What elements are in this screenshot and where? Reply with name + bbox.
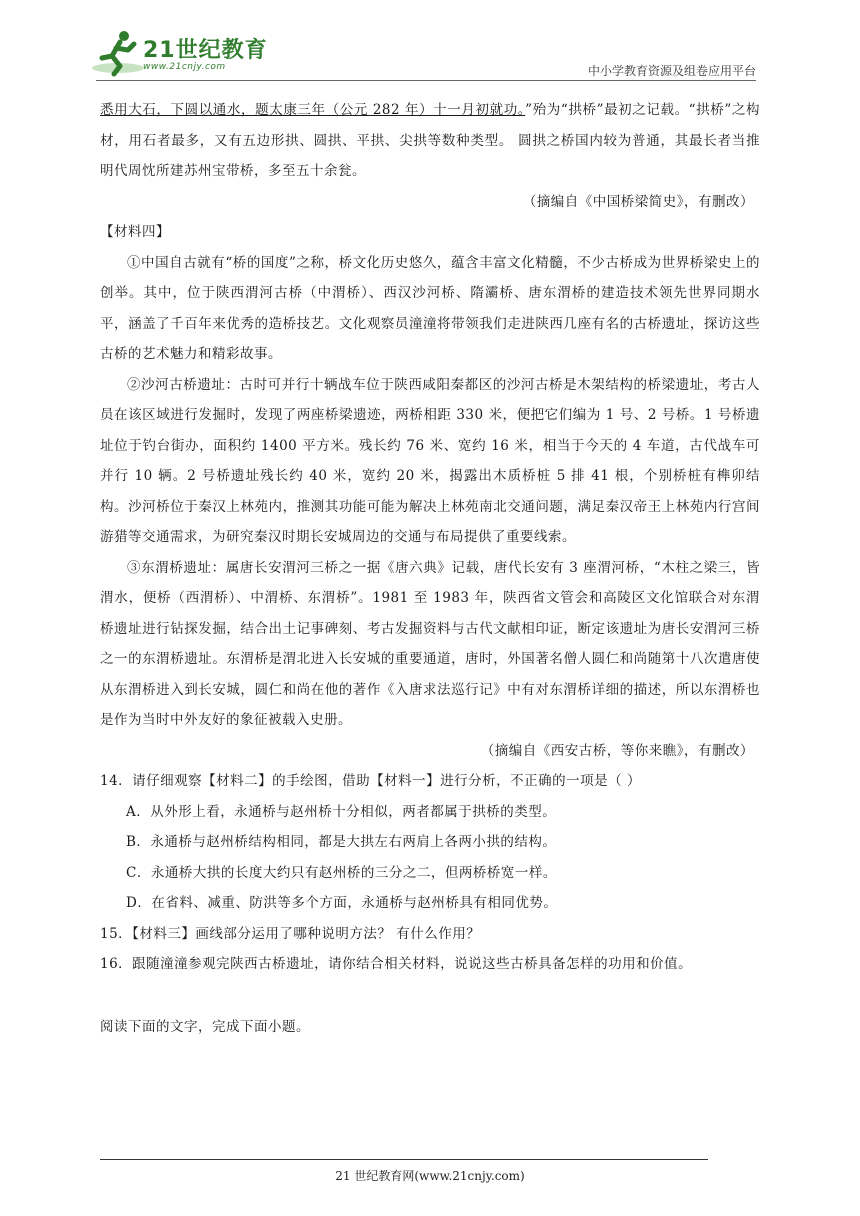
footer-text: 21 世纪教育网(www.21cnjy.com) <box>335 1169 525 1183</box>
reading-prompt: 阅读下面的文字，完成下面小题。 <box>100 1018 310 1035</box>
header-divider <box>96 80 756 81</box>
spacer <box>100 980 760 1012</box>
question-16: 16．跟随潼潼参观完陕西古桥遗址，请你结合相关材料，说说这些古桥具备怎样的功用和价值。 <box>100 956 693 972</box>
logo-text: 21世纪教育 <box>143 38 268 63</box>
source-citation: （摘编自《中国桥梁简史》，有删改） <box>522 193 754 210</box>
option-c: C．永通桥大拱的长度大约只有赵州桥的三分之二，但两桥桥宽一样。 <box>126 864 557 881</box>
page-header <box>0 0 860 90</box>
paragraph-material3-end <box>100 95 760 187</box>
option-b: B．永通桥与赵州桥结构相同，都是大拱左右两肩上各两小拱的结构。 <box>126 834 557 850</box>
footer-divider <box>100 1159 708 1160</box>
material-heading: 【材料四】 <box>100 224 170 240</box>
option-d: D．在省料、减重、防洪等多个方面，永通桥与赵州桥具有相同优势。 <box>126 895 558 911</box>
paragraph: ①中国自古就有“桥的国度”之称，桥文化历史悠久，蕴含丰富文化精髓，不少古桥成为世界桥梁史上的创举。其中，位于陕西渭河古桥（中渭桥）、西汉沙河桥、隋灞桥、唐东渭桥的建造技术领先世界同期水平，涵盖了千百年来优秀的造桥技艺。文化观察员潼潼将带领我们走进陕西几座有名的古桥遗址，探访这些古桥的艺术魅力和精彩故事。 <box>100 254 760 362</box>
question-14: 14．请仔细观察【材料二】的手绘图，借助【材料一】进行分析，不正确的一项是（ ） <box>100 773 641 789</box>
platform-name: 中小学教育资源及组卷应用平台 <box>587 64 756 78</box>
source-citation: （摘编自《西安古桥，等你来瞧》，有删改） <box>480 742 754 759</box>
underlined-sentence: 悉用大石，下圆以通水，题太康三年（公元 282 年）十一月初就功。 <box>100 102 526 118</box>
paragraph: ③东渭桥遗址：属唐长安渭河三桥之一据《唐六典》记载，唐代长安有 3 座渭河桥，“木柱之梁三，皆渭水，便桥（西渭桥）、中渭桥、东渭桥”。1981 至 1983 年，陕西省文管会和高陵区文化馆联合对东渭桥遗址进行钻探发掘，结合出土记事碑刻、考古发掘资料与古代文献相印证，断定该遗址为唐长安渭河三桥之一的东渭桥遗址。东渭桥是渭北进入长安城的重要通道，唐时，外国著名僧人圆仁和尚随第十八次遣唐使从东渭桥进入到长安城，圆仁和尚在他的著作《入唐求法巡行记》中有对东渭桥详细的描述，所以东渭桥也是作为当时中外友好的象征被载入史册。 <box>100 559 760 728</box>
question-15: 15．【材料三】画线部分运用了哪种说明方法？ 有什么作用？ <box>100 925 481 942</box>
logo-url: www.21cnjy.com <box>143 62 226 72</box>
paragraph: ②沙河古桥遗址：古时可并行十辆战车位于陕西咸阳秦都区的沙河古桥是木架结构的桥梁遗址，考古人员在该区域进行发掘时，发现了两座桥梁遗迹，两桥相距 330 米，便把它们编为 1 号、2 号桥。1 号桥遗址位于钓台街办，面积约 1400 平方米。残长约 76 米、宽约 16 米，相当于今天的 4 车道，古代战车可并行 10 辆。2 号桥遗址残长约 40 米，宽约 20 米，揭露出木质桥桩 5 排 41 根，个别桥桩有榫卯结构。沙河桥位于秦汉上林苑内，推测其功能可能为解决上林苑南北交通问题，满足秦汉帝王上林苑内行宫间游猎等交通需求，为研究秦汉时期长安城周边的交通与布局提供了重要线索。 <box>100 376 760 545</box>
document-body <box>100 95 760 1042</box>
paragraph-text: ”殆为“拱桥”最初之记载。“拱桥”之构材，用石者最多，又有五边形拱、圆拱、平拱、尖拱等数种类型。 圆拱之桥国内较为普通，其最长者当推明代周忱所建苏州宝带桥，多至五十余瓮。 <box>100 102 760 179</box>
option-a: A．从外形上看，永通桥与赵州桥十分相似，两者都属于拱桥的类型。 <box>126 803 557 820</box>
